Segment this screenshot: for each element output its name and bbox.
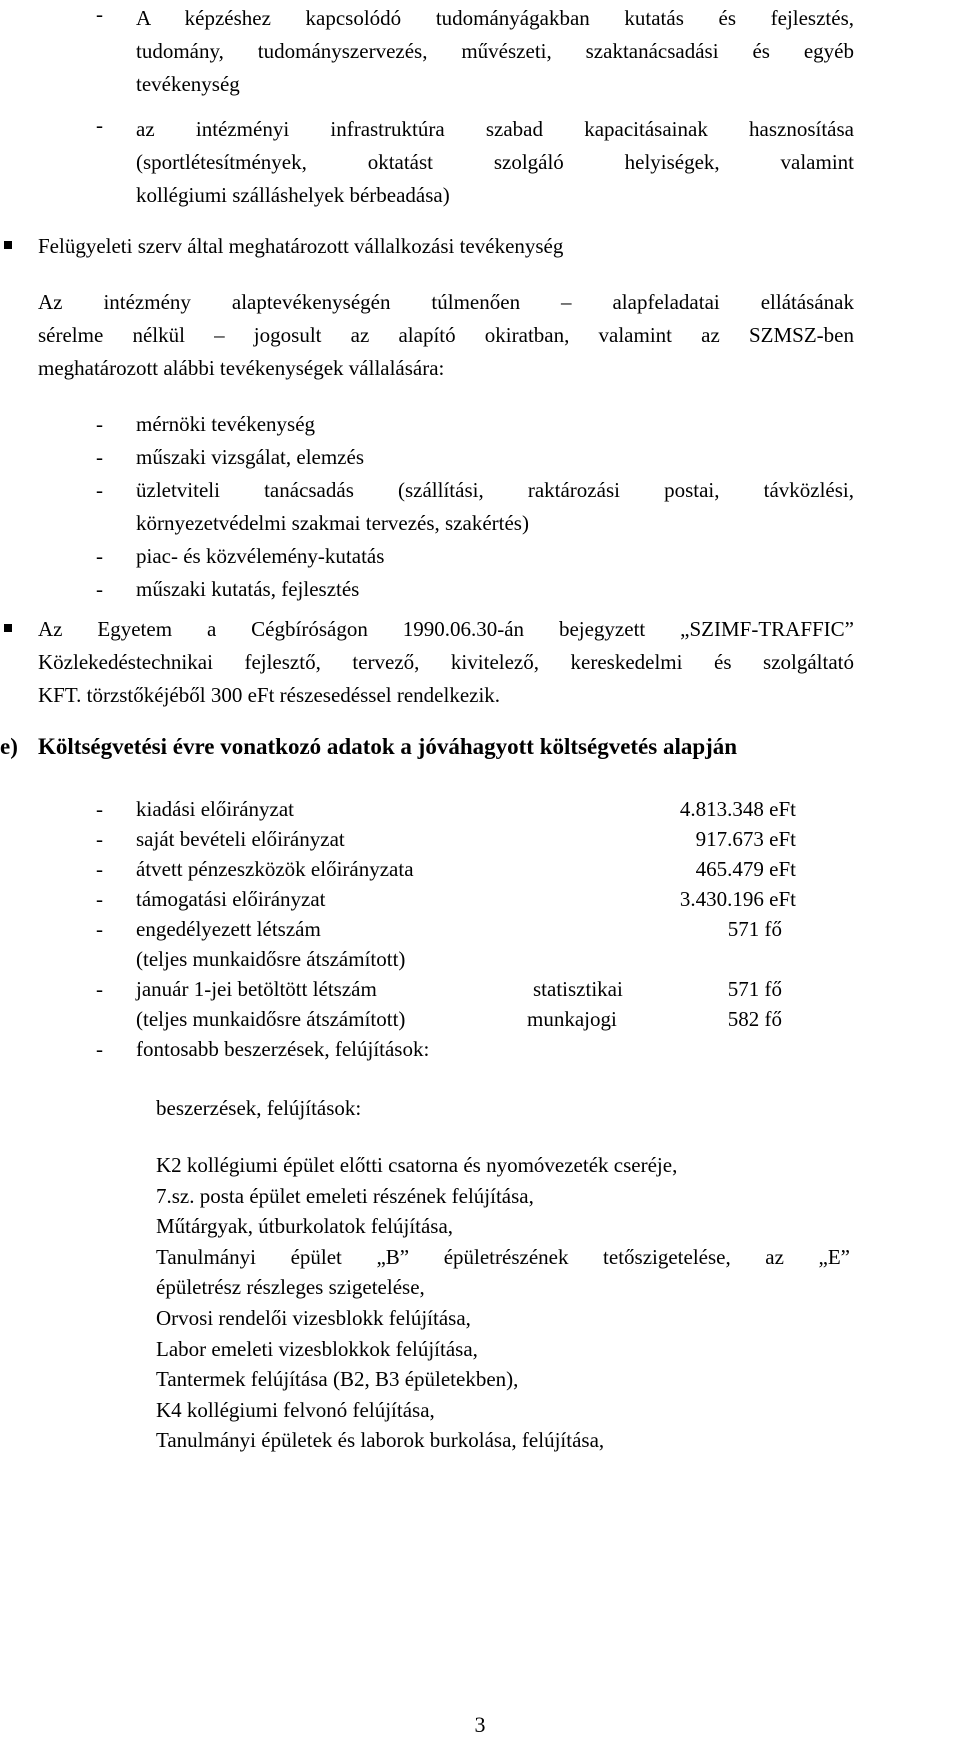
budget-row <box>96 824 796 854</box>
budget-row-note <box>96 944 796 974</box>
text-line: KFT. törzstőkéjéből 300 eFt részesedéssel rendelkezik. <box>38 683 501 707</box>
budget-label: saját bevételi előirányzat <box>136 827 345 851</box>
budget-row <box>96 884 796 914</box>
budget-value: 465.479 eFt <box>695 857 796 881</box>
square-bullet-icon <box>4 241 12 249</box>
activity-text: környezetvédelmi szakmai tervezés, szakértés) <box>136 511 529 535</box>
text-line: (sportlétesítmények, oktatást szolgáló helyiségek, valamint <box>136 150 854 174</box>
budget-value: 4.813.348 eFt <box>679 797 796 821</box>
budget-label: (teljes munkaidősre átszámított) <box>136 1007 406 1031</box>
budget-type: statisztikai <box>533 977 623 1001</box>
list-item <box>96 573 854 606</box>
budget-label: január 1-jei betöltött létszám <box>136 977 377 1001</box>
text-line: tevékenység <box>136 72 240 96</box>
text-line: sérelme nélkül – jogosult az alapító okiratban, valamint az SZMSZ-ben <box>38 323 854 347</box>
activity-text: piac- és közvélemény-kutatás <box>136 544 385 568</box>
dash-marker: - <box>96 577 103 601</box>
procurement-item: Tanulmányi épület „B” épületrészének tetőszigetelése, az „E” <box>156 1244 850 1269</box>
text-line: tudomány, tudományszervezés, művészeti, szaktanácsadási és egyéb <box>136 39 854 63</box>
company-paragraph <box>38 613 854 712</box>
dash-marker: - <box>96 977 103 1001</box>
dash-marker: - <box>96 827 103 851</box>
dash-marker: - <box>96 113 103 137</box>
budget-note: (teljes munkaidősre átszámított) <box>136 947 406 971</box>
paragraph <box>38 286 854 385</box>
dash-marker: - <box>96 412 103 436</box>
budget-label: fontosabb beszerzések, felújítások: <box>136 1037 430 1061</box>
budget-value: 3.430.196 eFt <box>679 887 796 911</box>
list-item-continuation <box>96 507 854 540</box>
budget-row <box>96 914 796 944</box>
budget-row <box>96 1034 796 1064</box>
list-item <box>96 540 854 573</box>
text-line: kollégiumi szálláshelyek bérbeadása) <box>136 183 450 207</box>
dash-marker: - <box>96 857 103 881</box>
procurement-item: K4 kollégiumi felvonó felújítása, <box>156 1397 435 1422</box>
budget-label: kiadási előirányzat <box>136 797 295 821</box>
procurement-item: Orvosi rendelői vizesblokk felújítása, <box>156 1305 471 1330</box>
dash-marker: - <box>96 445 103 469</box>
text-line: az intézményi infrastruktúra szabad kapacitásainak hasznosítása <box>136 117 854 141</box>
budget-label: átvett pénzeszközök előirányzata <box>136 857 414 881</box>
procurement-item: épületrész részleges szigetelése, <box>156 1275 425 1300</box>
budget-type: munkajogi <box>527 1007 617 1031</box>
section-bullet-text: Felügyeleti szerv által meghatározott vállalkozási tevékenység <box>38 234 564 258</box>
dash-marker: - <box>96 917 103 941</box>
budget-value: 582 fő <box>727 1007 782 1031</box>
activity-text: műszaki kutatás, fejlesztés <box>136 577 360 601</box>
procurement-item: Tantermek felújítása (B2, B3 épületekben), <box>156 1367 519 1392</box>
activity-text: üzletviteli tanácsadás (szállítási, raktározási postai, távközlési, <box>136 478 854 502</box>
text-line: Az Egyetem a Cégbíróságon 1990.06.30-án bejegyzett „SZIMF-TRAFFIC” <box>38 617 854 641</box>
section-heading: Költségvetési évre vonatkozó adatok a jóváhagyott költségvetés alapján <box>38 734 738 759</box>
budget-value: 571 fő <box>727 917 782 941</box>
budget-row <box>96 854 796 884</box>
dash-marker: - <box>96 544 103 568</box>
text-line: Közlekedéstechnikai fejlesztő, tervező, kivitelező, kereskedelmi és szolgáltató <box>38 650 854 674</box>
budget-value: 917.673 eFt <box>695 827 796 851</box>
list-item <box>96 441 854 474</box>
dash-marker: - <box>96 887 103 911</box>
budget-label: támogatási előirányzat <box>136 887 326 911</box>
text-line: meghatározott alábbi tevékenységek vállalására: <box>38 356 445 380</box>
budget-row <box>96 974 796 1004</box>
text-line: A képzéshez kapcsolódó tudományágakban kutatás és fejlesztés, <box>136 6 854 30</box>
activity-text: mérnöki tevékenység <box>136 412 316 436</box>
section-label: e) <box>0 734 18 759</box>
dash-marker: - <box>96 797 103 821</box>
text-line: Az intézmény alaptevékenységén túlmenően – alapfeladatai ellátásának <box>38 290 854 314</box>
dash-marker: - <box>96 2 103 26</box>
procurement-item: Tanulmányi épületek és laborok burkolása, felújítása, <box>156 1428 605 1453</box>
procurement-title: beszerzések, felújítások: <box>156 1096 362 1120</box>
budget-label: engedélyezett létszám <box>136 917 321 941</box>
list-item <box>96 474 854 507</box>
list-item <box>96 408 854 441</box>
procurement-item: K2 kollégiumi épület előtti csatorna és nyomóvezeték cseréje, <box>156 1153 678 1177</box>
square-bullet-icon <box>4 624 12 632</box>
procurement-item: 7.sz. posta épület emeleti részének felújítása, <box>156 1183 534 1208</box>
dash-marker: - <box>96 478 103 502</box>
procurement-item: Labor emeleti vizesblokkok felújítása, <box>156 1336 478 1361</box>
budget-row <box>96 794 796 824</box>
activity-text: műszaki vizsgálat, elemzés <box>136 445 364 469</box>
page-number: 3 <box>474 1712 486 1737</box>
budget-row <box>96 1004 796 1034</box>
budget-value: 571 fő <box>727 977 782 1001</box>
procurement-item: Műtárgyak, útburkolatok felújítása, <box>156 1214 454 1239</box>
procurement-list <box>156 1150 850 1456</box>
dash-marker: - <box>96 1037 103 1061</box>
